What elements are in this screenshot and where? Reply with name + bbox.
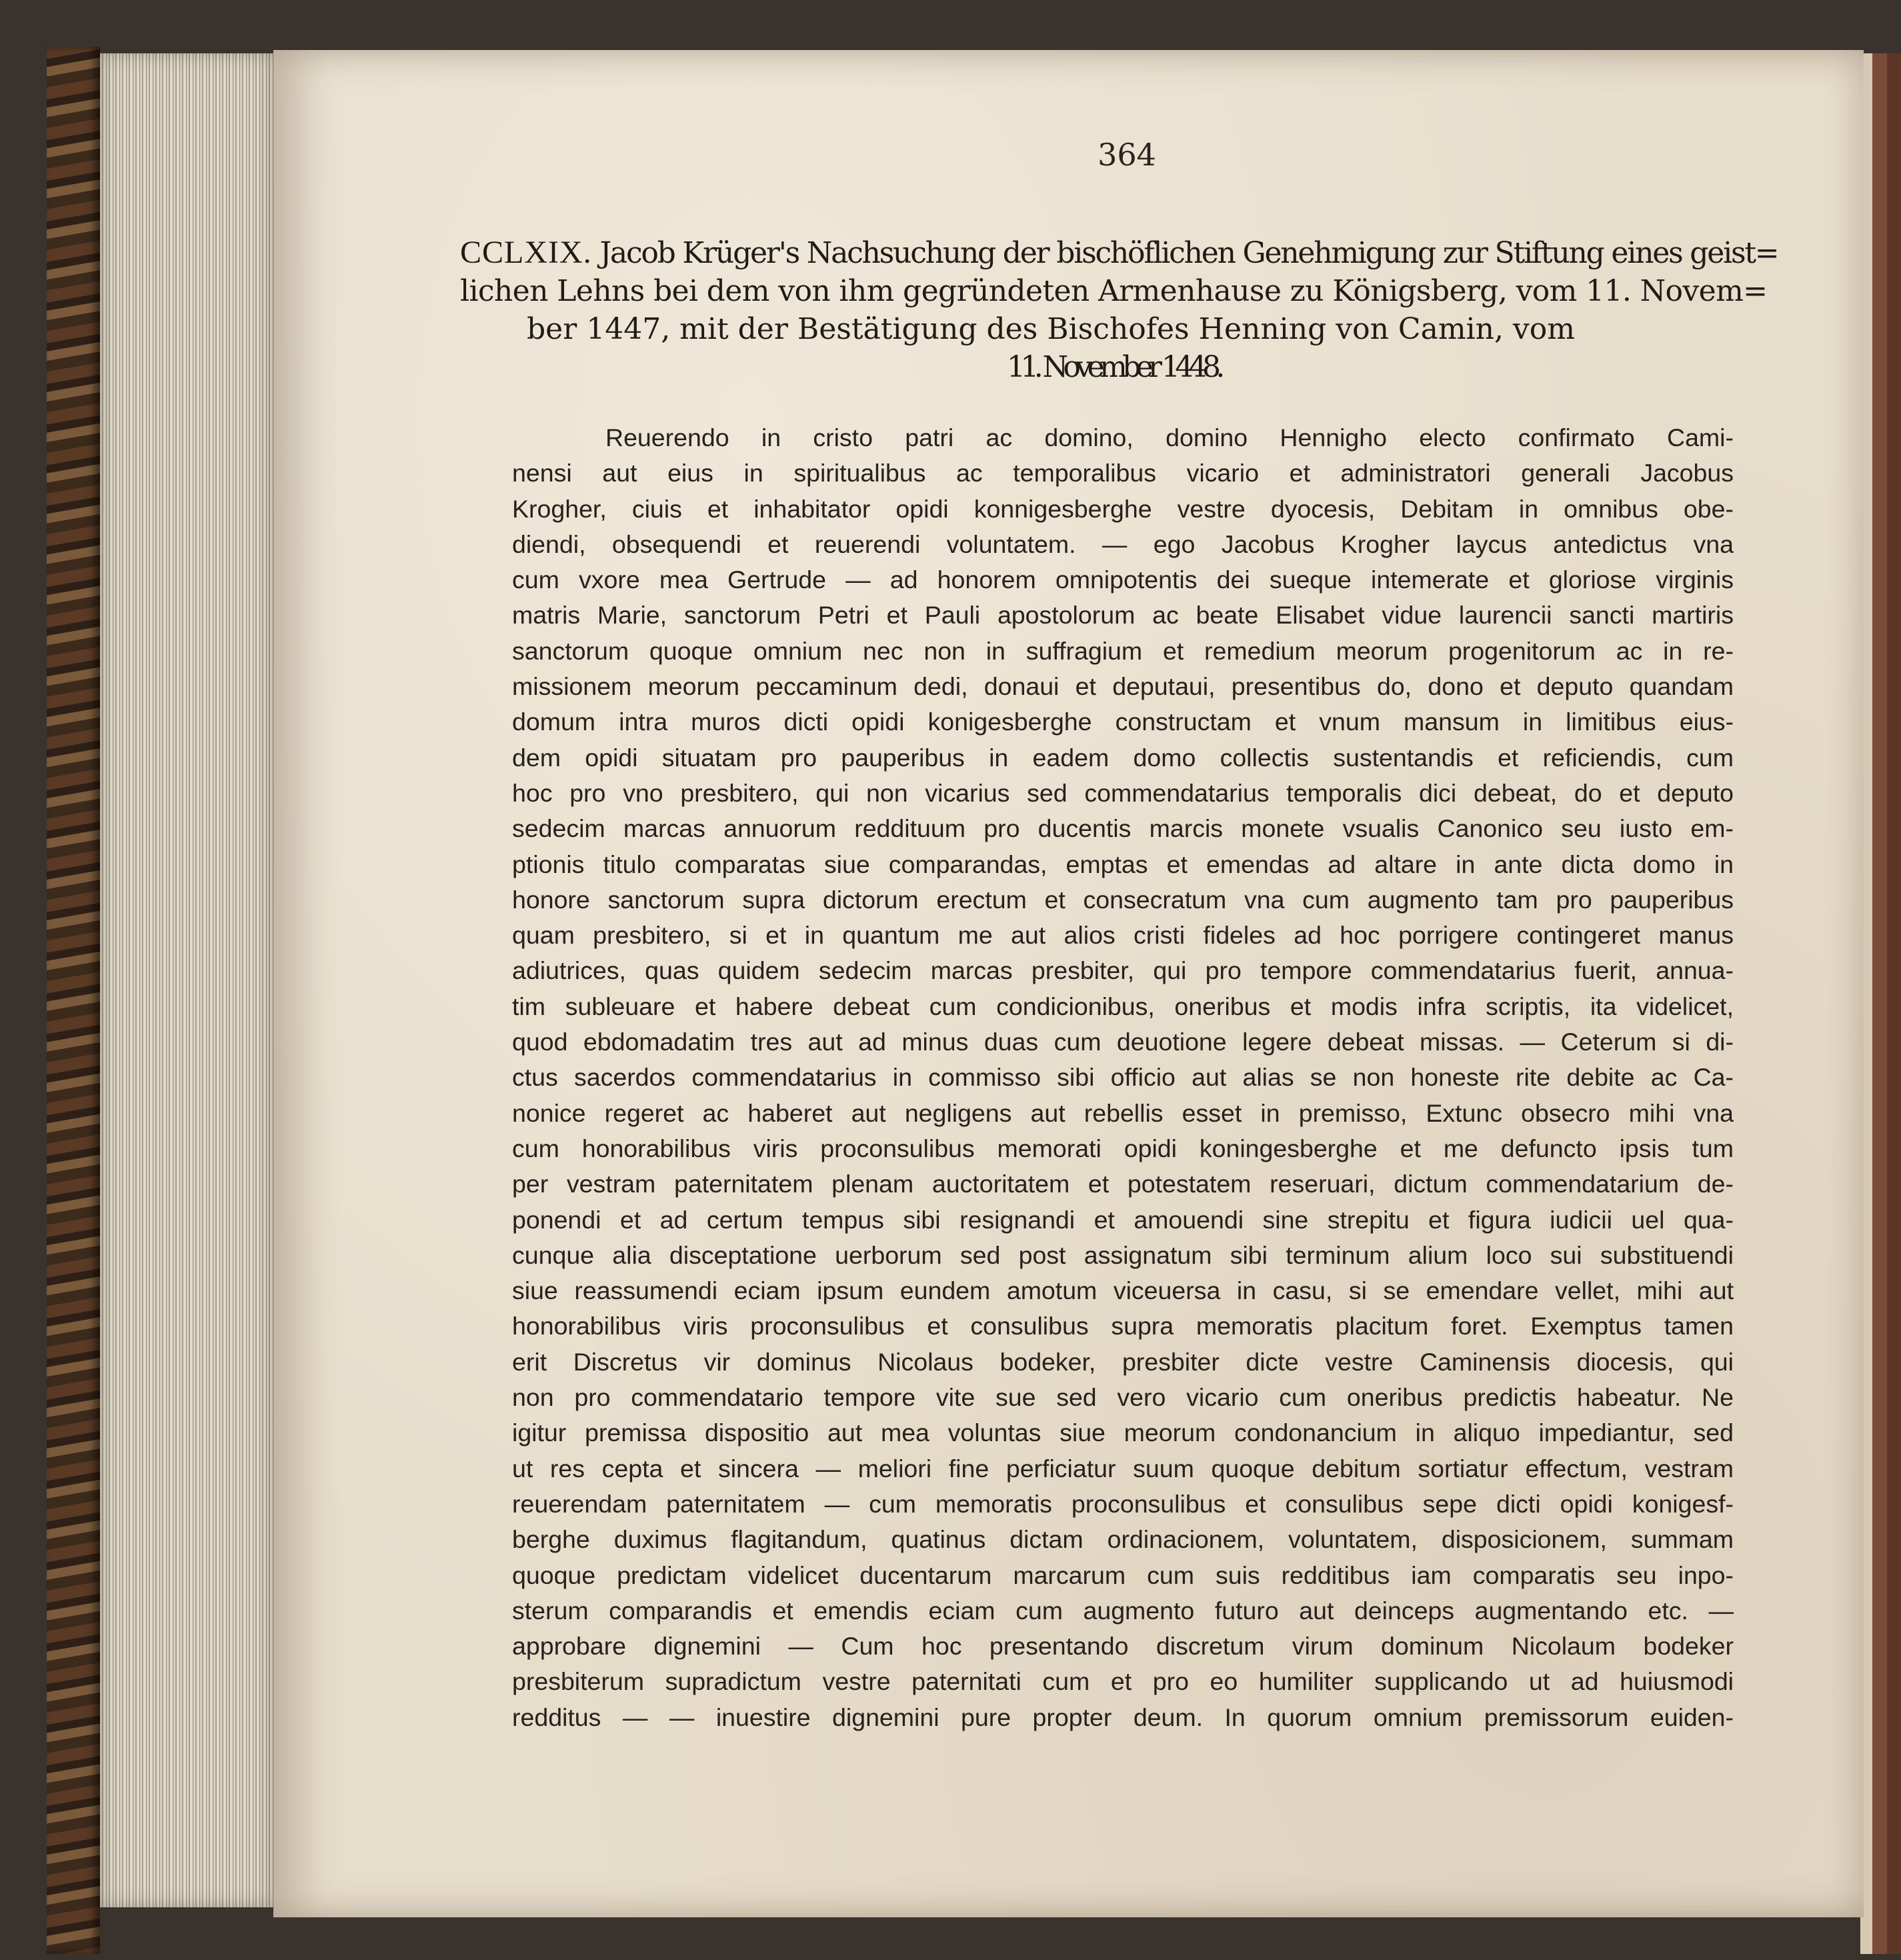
body-line: Reuerendo in cristo patri ac domino, domino Hennigho electo confirmato Cami-: [605, 423, 1734, 451]
body-line: reuerendam paternitatem — cum memoratis proconsulibus et consulibus sepe dicti opidi konigesf-: [512, 1489, 1734, 1518]
body-line: per vestram paternitatem plenam auctoritatem et potestatem reseruari, dictum commendatarium de-: [512, 1170, 1734, 1198]
page-edges: [100, 53, 273, 1907]
document-heading: [460, 233, 1778, 386]
body-line: diendi, obsequendi et reuerendi voluntatem. — ego Jacobus Krogher laycus antedictus vna: [512, 530, 1734, 558]
body-line: berghe duximus flagitandum, quatinus dictam ordinacionem, voluntatem, disposicionem, summam: [512, 1525, 1734, 1554]
body-line: Krogher, ciuis et inhabitator opidi konnigesberghe vestre dyocesis, Debitam in omnibus obe-: [512, 494, 1734, 523]
body-line: ut res cepta et sincera — meliori fine perficiatur suum quoque debitum sortiatur effectum, vestram: [512, 1454, 1734, 1483]
body-line: approbare dignemini — Cum hoc presentando discretum virum dominum Nicolaum bodeker: [512, 1632, 1734, 1661]
body-line: igitur premissa dispositio aut mea voluntas siue meorum condonancium in aliquo impediantur, sed: [512, 1418, 1734, 1447]
body-line: ptionis titulo comparatas siue comparandas, emptas et emendas ad altare in ante dicta domo in: [512, 850, 1734, 878]
body-line: ctus sacerdos commendatarius in commisso sibi officio aut alias se non honeste rite debite ac Ca-: [512, 1063, 1734, 1092]
body-line: ponendi et ad certum tempus sibi resignandi et amouendi sine strepitu et figura iudicii uel qua-: [512, 1205, 1734, 1234]
body-line: missionem meorum peccaminum dedi, donaui et deputaui, presentibus do, dono et deputo quandam: [512, 672, 1734, 701]
body-line: presbiterum supradictum vestre paternitati cum et pro eo humiliter supplicando ut ad huiusmodi: [512, 1667, 1734, 1696]
heading-line-4: 11. November 1448.: [1007, 350, 1220, 384]
body-line: honorabilibus viris proconsulibus et consulibus supra memoratis placitum foret. Exemptus tamen: [512, 1312, 1734, 1340]
heading-line-2: lichen Lehns bei dem von ihm gegründeten Armenhause zu Königsberg, vom 11. Novem=: [460, 274, 1768, 308]
body-line: quod ebdomadatim tres aut ad minus duas cum deuotione legere debeat missas. — Ceterum si di-: [512, 1028, 1734, 1056]
body-line: nensi aut eius in spiritualibus ac temporalibus vicario et administratori generali Jacobus: [512, 459, 1734, 487]
body-line: matris Marie, sanctorum Petri et Pauli apostolorum ac beate Elisabet vidue laurencii sancti martiris: [512, 601, 1734, 630]
heading-text-1: Jacob Krüger's Nachsuchung der bischöflichen Genehmigung zur Stiftung eines geist=: [599, 236, 1778, 270]
body-line: hoc pro vno presbitero, qui non vicarius sed commendatarius temporalis dici debeat, do et deputo: [512, 778, 1734, 807]
body-line: erit Discretus vir dominus Nicolaus bodeker, presbiter dicte vestre Caminensis diocesis, qui: [512, 1347, 1734, 1376]
heading-line-3: ber 1447, mit der Bestätigung des Bischofes Henning von Camin, vom: [527, 312, 1575, 346]
body-line: non pro commendatario tempore vite sue sed vero vicario cum oneribus predictis habeatur. Ne: [512, 1383, 1734, 1412]
body-line: sterum comparandis et emendis eciam cum augmento futuro aut deinceps augmentando etc. —: [512, 1596, 1734, 1625]
book-cover-left: [47, 47, 100, 1954]
book-cover-right: [1860, 53, 1901, 1954]
body-line: cunque alia disceptatione uerborum sed post assignatum sibi terminum alium loco sui substituendi: [512, 1240, 1734, 1269]
body-line: nonice regeret ac haberet aut negligens aut rebellis esset in premisso, Extunc obsecro mihi vna: [512, 1098, 1734, 1127]
body-line: cum vxore mea Gertrude — ad honorem omnipotentis dei sueque intemerate et gloriose virginis: [512, 566, 1734, 594]
body-line: dem opidi situatam pro pauperibus in eadem domo collectis sustentandis et reficiendis, cum: [512, 743, 1734, 772]
heading-line-1: [460, 233, 1778, 272]
body-line: honore sanctorum supra dictorum erectum et consecratum vna cum augmento tam pro pauperibus: [512, 885, 1734, 914]
body-line: siue reassumendi eciam ipsum eundem amotum viceuersa in casu, si se emendare vellet, mihi aut: [512, 1276, 1734, 1305]
body-line: sedecim marcas annuorum reddituum pro ducentis marcis monete vsualis Canonico seu iusto em-: [512, 814, 1734, 843]
body-line: redditus — — inuestire dignemini pure propter deum. In quorum omnium premissorum euiden-: [512, 1703, 1734, 1731]
document-number: CCLXIX.: [460, 235, 592, 270]
body-line: adiutrices, quas quidem sedecim marcas presbiter, qui pro tempore commendatarius fuerit, annua-: [512, 956, 1734, 985]
body-line: cum honorabilibus viris proconsulibus memorati opidi koningesberghe et me defuncto ipsis tum: [512, 1134, 1734, 1162]
body-line: quoque predictam videlicet ducentarum marcarum cum suis redditibus iam comparatis seu inpo-: [512, 1561, 1734, 1589]
body-line: quam presbitero, si et in quantum me aut alios cristi fideles ad hoc porrigere contingeret manus: [512, 921, 1734, 950]
page-number: 364: [1098, 137, 1156, 173]
body-line: sanctorum quoque omnium nec non in suffragium et remedium meorum progenitorum ac in re-: [512, 636, 1734, 665]
body-line: domum intra muros dicti opidi konigesberghe constructam et vnum mansum in limitibus eius-: [512, 708, 1734, 736]
document-body: [512, 420, 1734, 1735]
body-line: tim subleuare et habere debeat cum condicionibus, oneribus et modis infra scriptis, ita videlicet,: [512, 992, 1734, 1020]
